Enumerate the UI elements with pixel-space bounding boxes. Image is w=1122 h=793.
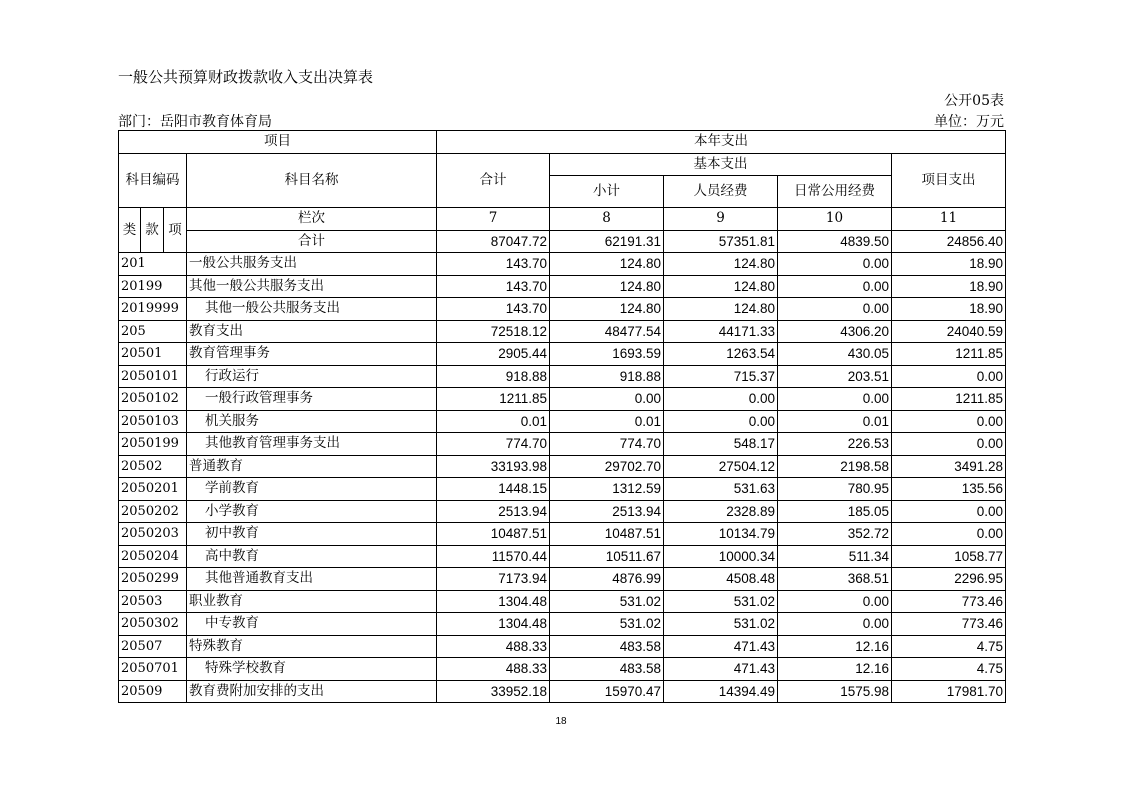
row-v8: 10487.51 (550, 523, 664, 546)
row-v7: 33952.18 (437, 680, 550, 703)
row-v8: 531.02 (550, 590, 664, 613)
row-v11: 3491.28 (892, 455, 1006, 478)
row-v8: 483.58 (550, 658, 664, 681)
row-code: 2050701 (119, 658, 187, 681)
header-row-4 (119, 208, 1006, 231)
row-code: 2050199 (119, 433, 187, 456)
table-row (119, 410, 1006, 433)
row-v7: 33193.98 (437, 455, 550, 478)
table-row (119, 320, 1006, 343)
row-v8: 0.00 (550, 388, 664, 411)
row-v8: 10511.67 (550, 545, 664, 568)
row-v10: 0.00 (778, 590, 892, 613)
row-code: 20199 (119, 275, 187, 298)
row-name: 行政运行 (187, 365, 437, 388)
row-v10: 0.00 (778, 275, 892, 298)
row-v11: 1211.85 (892, 343, 1006, 366)
row-code: 20502 (119, 455, 187, 478)
row-v10: 203.51 (778, 365, 892, 388)
row-v8: 4876.99 (550, 568, 664, 591)
total-row (119, 230, 1006, 253)
row-v9: 471.43 (664, 658, 778, 681)
row-name: 机关服务 (187, 410, 437, 433)
row-name: 其他一般公共服务支出 (187, 275, 437, 298)
table-row (119, 545, 1006, 568)
total-v10: 4839.50 (778, 230, 892, 253)
row-v7: 1304.48 (437, 590, 550, 613)
row-v9: 0.00 (664, 388, 778, 411)
header-daily: 日常公用经费 (778, 176, 892, 208)
row-v10: 12.16 (778, 635, 892, 658)
row-v11: 18.90 (892, 253, 1006, 276)
header-lei: 类 (119, 208, 141, 253)
row-v11: 773.46 (892, 590, 1006, 613)
row-v10: 185.05 (778, 500, 892, 523)
row-v8: 48477.54 (550, 320, 664, 343)
row-v10: 226.53 (778, 433, 892, 456)
row-v9: 2328.89 (664, 500, 778, 523)
unit-label: 单位：万元 (934, 114, 1004, 130)
row-v8: 1312.59 (550, 478, 664, 501)
table-row (119, 388, 1006, 411)
row-v7: 774.70 (437, 433, 550, 456)
row-code: 2050102 (119, 388, 187, 411)
row-v7: 2513.94 (437, 500, 550, 523)
row-name: 学前教育 (187, 478, 437, 501)
header-subtotal: 小计 (550, 176, 664, 208)
row-v10: 0.00 (778, 298, 892, 321)
table-row (119, 365, 1006, 388)
row-name: 其他一般公共服务支出 (187, 298, 437, 321)
row-v11: 0.00 (892, 500, 1006, 523)
row-v8: 124.80 (550, 275, 664, 298)
department-label: 部门：岳阳市教育体育局 (118, 114, 272, 130)
row-code: 2050204 (119, 545, 187, 568)
row-name: 其他普通教育支出 (187, 568, 437, 591)
row-name: 职业教育 (187, 590, 437, 613)
row-v9: 715.37 (664, 365, 778, 388)
row-v11: 4.75 (892, 658, 1006, 681)
row-code: 20501 (119, 343, 187, 366)
row-v10: 12.16 (778, 658, 892, 681)
row-v10: 368.51 (778, 568, 892, 591)
page-number: 18 (555, 716, 567, 727)
row-v7: 1448.15 (437, 478, 550, 501)
header-xiang: 项 (164, 208, 187, 253)
table-row (119, 343, 1006, 366)
row-v7: 143.70 (437, 275, 550, 298)
header-item: 项目 (119, 131, 437, 154)
row-v7: 2905.44 (437, 343, 550, 366)
row-v8: 1693.59 (550, 343, 664, 366)
table-row (119, 658, 1006, 681)
row-v9: 10000.34 (664, 545, 778, 568)
table-row (119, 253, 1006, 276)
row-v9: 124.80 (664, 275, 778, 298)
row-code: 2050103 (119, 410, 187, 433)
row-v8: 483.58 (550, 635, 664, 658)
row-v8: 29702.70 (550, 455, 664, 478)
row-name: 特殊学校教育 (187, 658, 437, 681)
row-name: 特殊教育 (187, 635, 437, 658)
row-v11: 1058.77 (892, 545, 1006, 568)
header-col7: 7 (437, 208, 550, 231)
header-total: 合计 (437, 153, 550, 208)
row-v11: 0.00 (892, 433, 1006, 456)
table-row (119, 635, 1006, 658)
row-v9: 44171.33 (664, 320, 778, 343)
row-code: 2050203 (119, 523, 187, 546)
row-v7: 918.88 (437, 365, 550, 388)
table-row (119, 500, 1006, 523)
row-name: 教育管理事务 (187, 343, 437, 366)
header-col10: 10 (778, 208, 892, 231)
header-row-1 (119, 131, 1006, 154)
total-v9: 57351.81 (664, 230, 778, 253)
row-v7: 72518.12 (437, 320, 550, 343)
row-v9: 531.02 (664, 613, 778, 636)
row-v9: 10134.79 (664, 523, 778, 546)
row-v10: 430.05 (778, 343, 892, 366)
row-name: 初中教育 (187, 523, 437, 546)
header-col8: 8 (550, 208, 664, 231)
row-code: 201 (119, 253, 187, 276)
table-row (119, 590, 1006, 613)
row-v8: 15970.47 (550, 680, 664, 703)
table-row (119, 680, 1006, 703)
row-code: 2050299 (119, 568, 187, 591)
row-v7: 143.70 (437, 253, 550, 276)
row-code: 205 (119, 320, 187, 343)
table-row (119, 298, 1006, 321)
row-v9: 471.43 (664, 635, 778, 658)
row-code: 20507 (119, 635, 187, 658)
row-v9: 4508.48 (664, 568, 778, 591)
row-v10: 1575.98 (778, 680, 892, 703)
row-name: 一般行政管理事务 (187, 388, 437, 411)
budget-table (118, 130, 1006, 703)
table-row (119, 433, 1006, 456)
row-name: 教育支出 (187, 320, 437, 343)
row-code: 2050202 (119, 500, 187, 523)
row-v11: 18.90 (892, 275, 1006, 298)
row-v11: 773.46 (892, 613, 1006, 636)
table-row (119, 478, 1006, 501)
row-v10: 2198.58 (778, 455, 892, 478)
row-code: 2050302 (119, 613, 187, 636)
row-v9: 531.02 (664, 590, 778, 613)
row-v10: 0.00 (778, 613, 892, 636)
row-v9: 548.17 (664, 433, 778, 456)
row-v11: 4.75 (892, 635, 1006, 658)
header-project: 项目支出 (892, 153, 1006, 208)
row-code: 20503 (119, 590, 187, 613)
row-name: 高中教育 (187, 545, 437, 568)
total-label: 合计 (187, 230, 437, 253)
row-v8: 124.80 (550, 253, 664, 276)
page-title: 一般公共预算财政拨款收入支出决算表 (118, 68, 374, 86)
header-subject-code: 科目编码 (119, 153, 187, 208)
row-v9: 14394.49 (664, 680, 778, 703)
row-v11: 2296.95 (892, 568, 1006, 591)
row-code: 20509 (119, 680, 187, 703)
row-name: 一般公共服务支出 (187, 253, 437, 276)
row-v11: 1211.85 (892, 388, 1006, 411)
header-basic: 基本支出 (550, 153, 892, 176)
header-col11: 11 (892, 208, 1006, 231)
row-v8: 918.88 (550, 365, 664, 388)
row-v7: 0.01 (437, 410, 550, 433)
header-personnel: 人员经费 (664, 176, 778, 208)
row-v8: 531.02 (550, 613, 664, 636)
header-subject-name: 科目名称 (187, 153, 437, 208)
row-v9: 124.80 (664, 253, 778, 276)
row-name: 小学教育 (187, 500, 437, 523)
row-v11: 17981.70 (892, 680, 1006, 703)
header-kuan: 款 (141, 208, 164, 253)
row-v7: 1304.48 (437, 613, 550, 636)
row-v7: 488.33 (437, 658, 550, 681)
row-v10: 511.34 (778, 545, 892, 568)
row-v10: 352.72 (778, 523, 892, 546)
header-row-2 (119, 153, 1006, 176)
row-v9: 27504.12 (664, 455, 778, 478)
row-v10: 0.00 (778, 253, 892, 276)
row-v11: 135.56 (892, 478, 1006, 501)
row-code: 2050201 (119, 478, 187, 501)
form-number: 公开05表 (944, 93, 1004, 109)
row-name: 教育费附加安排的支出 (187, 680, 437, 703)
row-v8: 2513.94 (550, 500, 664, 523)
row-name: 普通教育 (187, 455, 437, 478)
row-v8: 124.80 (550, 298, 664, 321)
row-v9: 124.80 (664, 298, 778, 321)
row-code: 2019999 (119, 298, 187, 321)
total-v8: 62191.31 (550, 230, 664, 253)
row-v7: 10487.51 (437, 523, 550, 546)
row-v10: 0.00 (778, 388, 892, 411)
row-v7: 1211.85 (437, 388, 550, 411)
row-v11: 0.00 (892, 365, 1006, 388)
total-v7: 87047.72 (437, 230, 550, 253)
row-v8: 774.70 (550, 433, 664, 456)
row-code: 2050101 (119, 365, 187, 388)
header-column-label: 栏次 (187, 208, 437, 231)
row-name: 其他教育管理事务支出 (187, 433, 437, 456)
row-v11: 0.00 (892, 410, 1006, 433)
row-v7: 488.33 (437, 635, 550, 658)
row-v7: 7173.94 (437, 568, 550, 591)
row-v9: 531.63 (664, 478, 778, 501)
row-v9: 1263.54 (664, 343, 778, 366)
table-row (119, 613, 1006, 636)
row-v11: 0.00 (892, 523, 1006, 546)
row-v11: 24040.59 (892, 320, 1006, 343)
total-v11: 24856.40 (892, 230, 1006, 253)
table-row (119, 568, 1006, 591)
row-v7: 143.70 (437, 298, 550, 321)
row-v10: 780.95 (778, 478, 892, 501)
header-col9: 9 (664, 208, 778, 231)
row-v10: 0.01 (778, 410, 892, 433)
row-name: 中专教育 (187, 613, 437, 636)
table-row (119, 523, 1006, 546)
row-v11: 18.90 (892, 298, 1006, 321)
row-v9: 0.00 (664, 410, 778, 433)
row-v10: 4306.20 (778, 320, 892, 343)
row-v7: 11570.44 (437, 545, 550, 568)
header-year-expenditure: 本年支出 (437, 131, 1006, 154)
row-v8: 0.01 (550, 410, 664, 433)
table-row (119, 455, 1006, 478)
table-row (119, 275, 1006, 298)
